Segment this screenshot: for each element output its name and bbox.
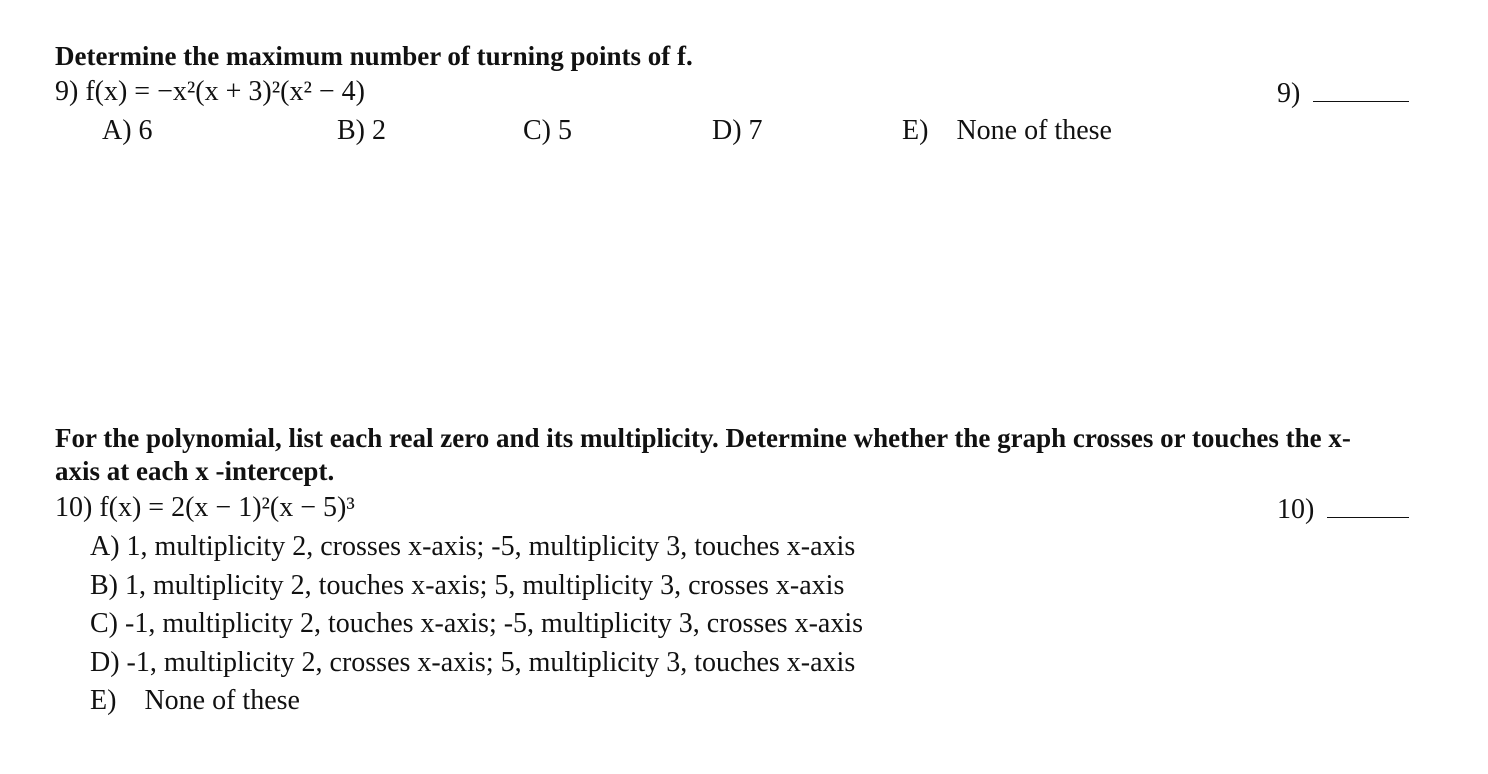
q10-option-d[interactable] — [90, 646, 863, 685]
q9-option-a-text: 6 — [138, 115, 153, 146]
q9-option-d[interactable] — [712, 114, 763, 148]
q10-function: 2(x − 1)²(x − 5)³ — [171, 492, 355, 523]
q10-instruction-line1: For the polynomial, list each real zero and its multiplicity. Determine whether the graph crosses or touches the x- — [55, 423, 1351, 453]
q9-instruction: Determine the maximum number of turning points of f. — [55, 41, 693, 71]
q10-answer-blank[interactable] — [1327, 491, 1409, 518]
q10-option-a[interactable] — [90, 530, 863, 569]
q10-option-b-text: 1, multiplicity 2, touches x-axis; 5, multiplicity 3, crosses x-axis — [125, 569, 845, 601]
q10-option-c-letter: C) — [90, 608, 118, 640]
q10-answer-slot — [1277, 491, 1409, 527]
q9-function: −x²(x + 3)²(x² − 4) — [157, 76, 365, 107]
q9-option-e-text: None of these — [956, 115, 1112, 146]
q10-question-line — [55, 491, 355, 525]
q10-option-c[interactable] — [90, 607, 863, 646]
q10-option-c-text: -1, multiplicity 2, touches x-axis; -5, multiplicity 3, crosses x-axis — [125, 608, 864, 640]
q9-option-b-text: 2 — [372, 115, 386, 146]
q10-option-e[interactable] — [90, 684, 863, 723]
q10-instruction-line2: axis at each x -intercept. — [55, 456, 335, 486]
q9-option-c-letter: C) — [523, 115, 551, 146]
q9-answer-slot — [1277, 75, 1409, 111]
q10-option-b-letter: B) — [90, 569, 118, 601]
q10-option-d-letter: D) — [90, 646, 120, 678]
q9-option-c[interactable] — [523, 114, 572, 148]
q9-option-b[interactable] — [337, 114, 386, 148]
q9-option-d-text: 7 — [748, 115, 763, 146]
q9-answer-label: 9) — [1277, 78, 1301, 109]
q10-option-e-letter: E) — [90, 685, 117, 717]
q10-number: 10) — [55, 492, 93, 523]
q10-option-a-text: 1, multiplicity 2, crosses x-axis; -5, multiplicity 3, touches x-axis — [126, 531, 856, 562]
q9-func-lhs: f(x) = — [85, 76, 151, 107]
q9-option-b-letter: B) — [337, 115, 365, 146]
q10-option-d-text: -1, multiplicity 2, crosses x-axis; 5, multiplicity 3, touches x-axis — [126, 646, 856, 678]
q9-option-e-letter: E) — [902, 115, 929, 146]
q9-answer-blank[interactable] — [1313, 75, 1409, 102]
q10-func-lhs: f(x) = — [99, 492, 165, 523]
q10-option-e-text: None of these — [144, 685, 300, 717]
q9-option-a-letter: A) — [102, 115, 132, 146]
q9-number: 9) — [55, 76, 79, 107]
q9-question-line — [55, 75, 365, 109]
q9-option-e[interactable] — [902, 114, 1112, 148]
q9-option-a[interactable] — [102, 114, 153, 148]
q10-options — [90, 530, 863, 723]
q10-option-b[interactable] — [90, 569, 863, 608]
q10-answer-label: 10) — [1277, 494, 1315, 525]
q9-option-d-letter: D) — [712, 115, 742, 146]
q10-option-a-letter: A) — [90, 531, 120, 562]
q9-option-c-text: 5 — [558, 115, 572, 146]
